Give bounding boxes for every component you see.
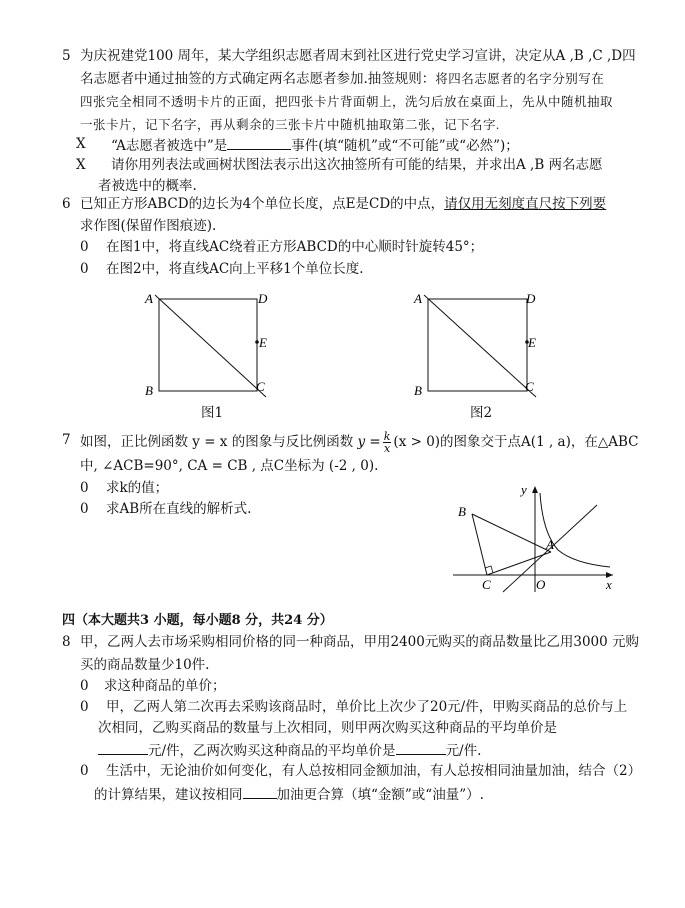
- q7-y-arrow: [532, 486, 538, 493]
- fig1-label-b: B: [145, 383, 153, 398]
- q5-line2-text: 名志愿者中通过抽签的方式确定两名志愿者参加.抽签规则：: [80, 71, 436, 87]
- fig2-label-a: A: [414, 291, 422, 306]
- q6-line1: [80, 195, 606, 213]
- q7-line2: 中, ∠ACB=90°, CA = CB , 点C坐标为 (-2 , 0).: [80, 458, 379, 474]
- q5-line1: 为庆祝建党100 周年，某大学组织志愿者周末到社区进行党史学习宣讲，决定从A ,B ,C ,D四: [80, 48, 636, 64]
- q5-part1-blank[interactable]: [227, 135, 291, 150]
- q8-part2-number: 0: [80, 699, 89, 715]
- q7-fraction-denominator: x: [383, 442, 391, 455]
- q7-part1: 求k的值；: [106, 480, 169, 496]
- q7-fraction: [383, 431, 392, 454]
- q8-part3-number: 0: [80, 763, 89, 779]
- fig1-label-c: C: [256, 379, 265, 394]
- q7-line1-text-b: (x > 0)的图象交于点A(1 , a)，在△ABC: [393, 434, 639, 450]
- fig1-label-e: E: [259, 335, 267, 350]
- q8-part3-line2: [94, 784, 484, 804]
- q8-part1-number: 0: [80, 678, 89, 694]
- q8-part2-line3-text-b: 元/件.: [445, 743, 482, 759]
- q7-part2: 求AB所在直线的解析式.: [106, 501, 252, 517]
- q5-part2-line1: 请你用列表法或画树状图法表示出这次抽签所有可能的结果，并求出A ,B 两名志愿: [111, 157, 603, 173]
- q7-label-o: O: [536, 577, 546, 592]
- q7-function-y: y =: [357, 434, 381, 450]
- fig1-label-d: D: [258, 291, 268, 306]
- fig1-line-ac: [155, 295, 266, 397]
- q5-part2-line2: 者被选中的概率.: [98, 178, 197, 194]
- q7-label-y: y: [521, 482, 527, 497]
- fig2-label-e: E: [528, 335, 536, 350]
- q8-part3-line1: 生活中，无论油价如何变化，有人总按相同金额加油，有人总按相同油量加油，结合（2）: [106, 763, 642, 779]
- q7-label-a: A: [546, 537, 554, 552]
- section-4-heading: 四（本大题共3 小题，每小题8 分，共24 分）: [62, 613, 333, 628]
- q7-part1-number: 0: [80, 480, 89, 496]
- q8-part2-line3: [98, 740, 481, 760]
- q6-line1-text: 已知正方形ABCD的边长为4个单位长度，点E是CD的中点，: [80, 196, 445, 212]
- fig2-label-b: B: [414, 383, 422, 398]
- q5-line2-handwritten: 将四名志愿者的名字分别写在: [435, 72, 605, 86]
- q6-line1-underlined: 请仅用无刻度直尺按下列要: [444, 196, 607, 212]
- q6-part2-number: 0: [80, 261, 89, 277]
- q8-line2: 买的商品数量少10件.: [80, 657, 210, 673]
- q7-segment-ca: [487, 552, 551, 575]
- q5-part1: [111, 135, 519, 155]
- q7-line1: [80, 431, 638, 454]
- q6-line2: 求作图(保留作图痕迹).: [80, 218, 217, 234]
- q5-part1-text-a: “A志愿者被选中”是: [111, 138, 228, 154]
- q8-part2-line1: 甲，乙两人第二次再去采购该商品时，单价比上次少了20元/件，甲购买商品的总价与上: [106, 699, 628, 715]
- q8-part2-line2: 次相同，乙购买商品的数量与上次相同，则甲两次购买这种商品的平均单价是: [98, 720, 557, 736]
- q5-line3: 四张完全相同不透明卡片的正面，把四张卡片背面朝上，洗匀后放在桌面上，先从中随机抽取: [80, 95, 614, 109]
- q7-segment-ab: [472, 514, 551, 552]
- q8-number: 8: [62, 634, 71, 650]
- q8-part2-blank-2[interactable]: [396, 740, 446, 755]
- fig2-line-ac: [424, 295, 536, 397]
- q7-label-b: B: [458, 504, 466, 519]
- q5-number: 5: [62, 48, 71, 64]
- q8-part2-blank-1[interactable]: [98, 740, 148, 755]
- q8-part3-blank[interactable]: [243, 784, 277, 799]
- q5-line2: [80, 70, 604, 88]
- fig2-label-d: D: [526, 291, 536, 306]
- q7-hyperbola: [540, 493, 610, 567]
- q5-line4: 一张卡片，记下名字，再从剩余的三张卡片中随机抽取第二张，记下名字.: [80, 118, 500, 132]
- q7-part2-number: 0: [80, 501, 89, 517]
- q6-part1-number: 0: [80, 239, 89, 255]
- q7-number: 7: [62, 432, 71, 448]
- q7-label-c: C: [482, 577, 491, 592]
- q7-fraction-numerator: k: [383, 430, 391, 443]
- q7-figure: [445, 478, 620, 596]
- q5-part1-number: X: [76, 136, 86, 152]
- fig2-label-c: C: [525, 379, 534, 394]
- q7-line1-text-a: 如图，正比例函数 y = x 的图象与反比例函数: [80, 434, 354, 450]
- fig1-caption: 图1: [201, 405, 224, 421]
- q7-label-x: x: [606, 577, 612, 592]
- q5-part1-text-b: 事件(填“随机”或“不可能”或“必然”)；: [291, 138, 519, 154]
- q8-part2-line3-text-a: 元/件，乙两次购买这种商品的平均单价是: [148, 743, 396, 759]
- fig2-caption: 图2: [470, 405, 493, 421]
- q7-segment-bc: [472, 514, 487, 575]
- q8-part3-line2-text-b: 加油更合算（填“金额”或“油量”）.: [276, 787, 484, 803]
- q6-part2: 在图2中，将直线AC向上平移1个单位长度.: [106, 261, 364, 277]
- q8-part3-line2-text-a: 的计算结果，建议按相同: [94, 787, 243, 803]
- q8-line1: 甲，乙两人去市场采购相同价格的同一种商品，甲用2400元购买的商品数量比乙用3000 元购: [80, 634, 640, 650]
- fig1-label-a: A: [145, 291, 153, 306]
- q5-part2-number: X: [76, 157, 86, 173]
- q6-part1: 在图1中，将直线AC绕着正方形ABCD的中心顺时针旋转45°；: [106, 239, 484, 255]
- q8-part1: 求这种商品的单价；: [104, 678, 226, 694]
- q6-number: 6: [62, 196, 71, 212]
